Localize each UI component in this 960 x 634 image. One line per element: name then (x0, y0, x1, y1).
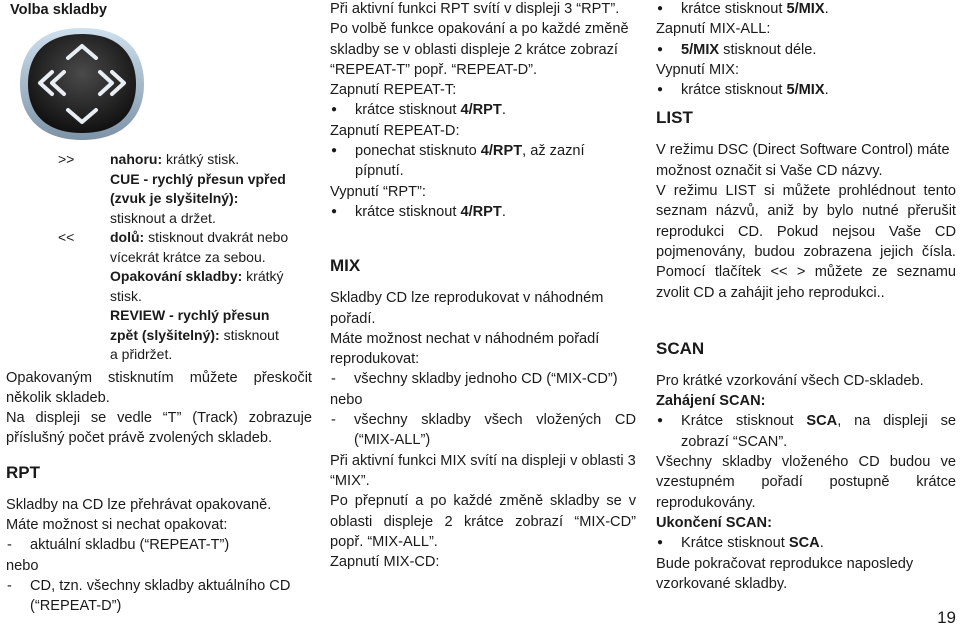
paragraph: Vypnutí MIX: (656, 61, 740, 78)
paragraph: Při aktivní funkci RPT svítí v displeji 3 “RPT”. Po volbě funkce opakování a po každé změně skladby se v oblasti displeje 2 krátce zobrazí “REPEAT-T” popř. “REPEAT-D”. (330, 1, 629, 78)
section-title-scan: SCAN (656, 338, 705, 358)
section-header: Volba skladby (10, 2, 108, 18)
bullet-text: , na displeji se zobrazí “SCAN”. (681, 413, 956, 450)
dash-item: - všechny skladby všech vložených CD (“MIX-ALL”) (330, 410, 636, 451)
def-text: stisknout a držet. (110, 209, 216, 226)
bullet-bold: SCA (806, 413, 838, 430)
paragraph: Zapnutí MIX-CD: (330, 554, 440, 571)
dash-item: - CD, tzn. všechny skladby aktuálního CD (“REPEAT-D”) (6, 576, 312, 617)
bullet-item (656, 533, 956, 553)
bullet-text: . (501, 102, 506, 119)
bullet-text: Krátce stisknout (681, 535, 789, 552)
paragraph: Vypnutí “RPT”: (330, 183, 426, 200)
def-bold: CUE - rychlý přesun vpřed (110, 170, 286, 187)
paragraph: Máte možnost si nechat opakovat: (6, 516, 228, 533)
section-title-list: LIST (656, 108, 693, 128)
def-bold: REVIEW - rychlý přesun (110, 307, 270, 323)
paragraph: Skladby CD lze reprodukovat v náhodném pořadí. (330, 290, 604, 327)
bullet-bold: 5/MIX (786, 1, 825, 17)
bullet-item (656, 40, 956, 60)
bullet-item (656, 0, 956, 19)
bullet-text: krátce stisknout (681, 1, 787, 17)
def-bold: dolů: (110, 229, 145, 245)
bullet-bold: 5/MIX (786, 82, 825, 99)
def-text: krátký (242, 268, 284, 284)
column-2 (330, 0, 636, 572)
bullet-bold: SCA (788, 535, 820, 552)
bullet-text: . (824, 1, 829, 17)
button-cluster-illustration (16, 22, 148, 146)
bullet-bold: 5/MIX (681, 41, 720, 58)
paragraph: Při aktivní funkci MIX svítí na displeji v oblasti 3 “MIX”. (330, 452, 636, 489)
paragraph: Po přepnutí a po každé změně skladby se v oblasti displeje 2 krátce zobrazí “MIX-CD” popř. “MIX-ALL”. (330, 493, 636, 550)
def-text: stisknout (219, 326, 279, 343)
key-definitions (6, 150, 312, 616)
column-3 (656, 0, 956, 594)
dash-item: - aktuální skladbu (“REPEAT-T”) (6, 535, 312, 555)
bullet-bold: 4/RPT (460, 102, 502, 119)
definition-back (6, 228, 312, 365)
bullet-text: ponechat stisknuto (355, 143, 481, 160)
def-text: vícekrát krátce za sebou. (110, 248, 266, 265)
definition-key: >> (58, 151, 75, 167)
paragraph: Zapnutí MIX-ALL: (656, 21, 771, 38)
bullet-text: , až zazní pípnutí. (355, 143, 585, 180)
bullet-text: Krátce stisknout (681, 413, 807, 430)
subheading: Ukončení SCAN: (656, 514, 772, 531)
paragraph: V režimu LIST si můžete prohlédnout tento seznam názvů, aniž by bylo nutné přerušit reprodukci CD. Pokud nejsou Vaše CD pojmenovány, budou zobrazena jejich čísla. Pomocí tlačítek << > můžete ze seznamu zvolit CD a zahájit jeho reprodukci.. (656, 183, 956, 301)
paragraph: Máte možnost nechat v náhodném pořadí reprodukovat: (330, 330, 600, 368)
paragraph: Skladby na CD lze přehrávat opakovaně. (6, 496, 272, 513)
paragraph: Bude pokračovat reprodukce naposledy vzorkované skladby. (656, 555, 914, 592)
bullet-text: . (824, 82, 829, 99)
paragraph: nebo (330, 391, 363, 408)
paragraph: Zapnutí REPEAT-T: (330, 82, 457, 99)
bullet-text: stisknout déle. (719, 41, 817, 58)
bullet-item (330, 202, 636, 222)
page-number: 19 (937, 608, 956, 627)
def-text: stisknout dvakrát nebo (144, 229, 289, 245)
bullet-bold: 4/RPT (480, 143, 523, 160)
bullet-item (656, 411, 956, 452)
def-text: krátký stisk. (162, 151, 240, 167)
definition-key: << (58, 229, 75, 245)
subheading: Zahájení SCAN: (656, 393, 766, 410)
bullet-text: . (819, 535, 824, 552)
def-bold: zpět (slyšitelný): (110, 326, 220, 343)
paragraph: Opakovaným stisknutím můžete přeskočit několik skladeb. (6, 369, 312, 406)
paragraph: Na displeji se vedle “T” (Track) zobrazuje příslušný počet právě zvolených skladeb. (6, 410, 312, 447)
definition-forward (6, 150, 312, 228)
bullet-item (330, 141, 636, 182)
dash-item: - všechny skladby jednoho CD (“MIX-CD”) (330, 369, 636, 389)
section-title-rpt: RPT (6, 462, 40, 482)
paragraph: Zapnutí REPEAT-D: (330, 122, 460, 139)
def-bold: (zvuk je slyšitelný): (110, 190, 239, 206)
def-bold: nahoru: (110, 151, 163, 167)
bullet-text: krátce stisknout (681, 82, 787, 99)
def-text: stisk. (110, 287, 142, 304)
bullet-text: . (501, 203, 506, 220)
bullet-item (330, 100, 636, 120)
paragraph: V režimu DSC (Direct Software Control) máte možnost označit si Vaše CD názvy. (656, 142, 950, 179)
section-title-mix: MIX (330, 256, 361, 276)
bullet-item (656, 80, 956, 100)
bullet-text: krátce stisknout (355, 102, 461, 119)
bullet-bold: 4/RPT (460, 203, 502, 220)
paragraph: Pro krátké vzorkování všech CD-skladeb. (656, 372, 924, 389)
def-text: a přidržet. (110, 346, 173, 362)
def-bold: Opakování skladby: (110, 268, 243, 284)
bullet-text: krátce stisknout (355, 203, 461, 220)
paragraph: Všechny skladby vloženého CD budou ve vzestupném pořadí postupně krátce reprodukovány. (656, 454, 956, 511)
paragraph: nebo (6, 557, 39, 574)
